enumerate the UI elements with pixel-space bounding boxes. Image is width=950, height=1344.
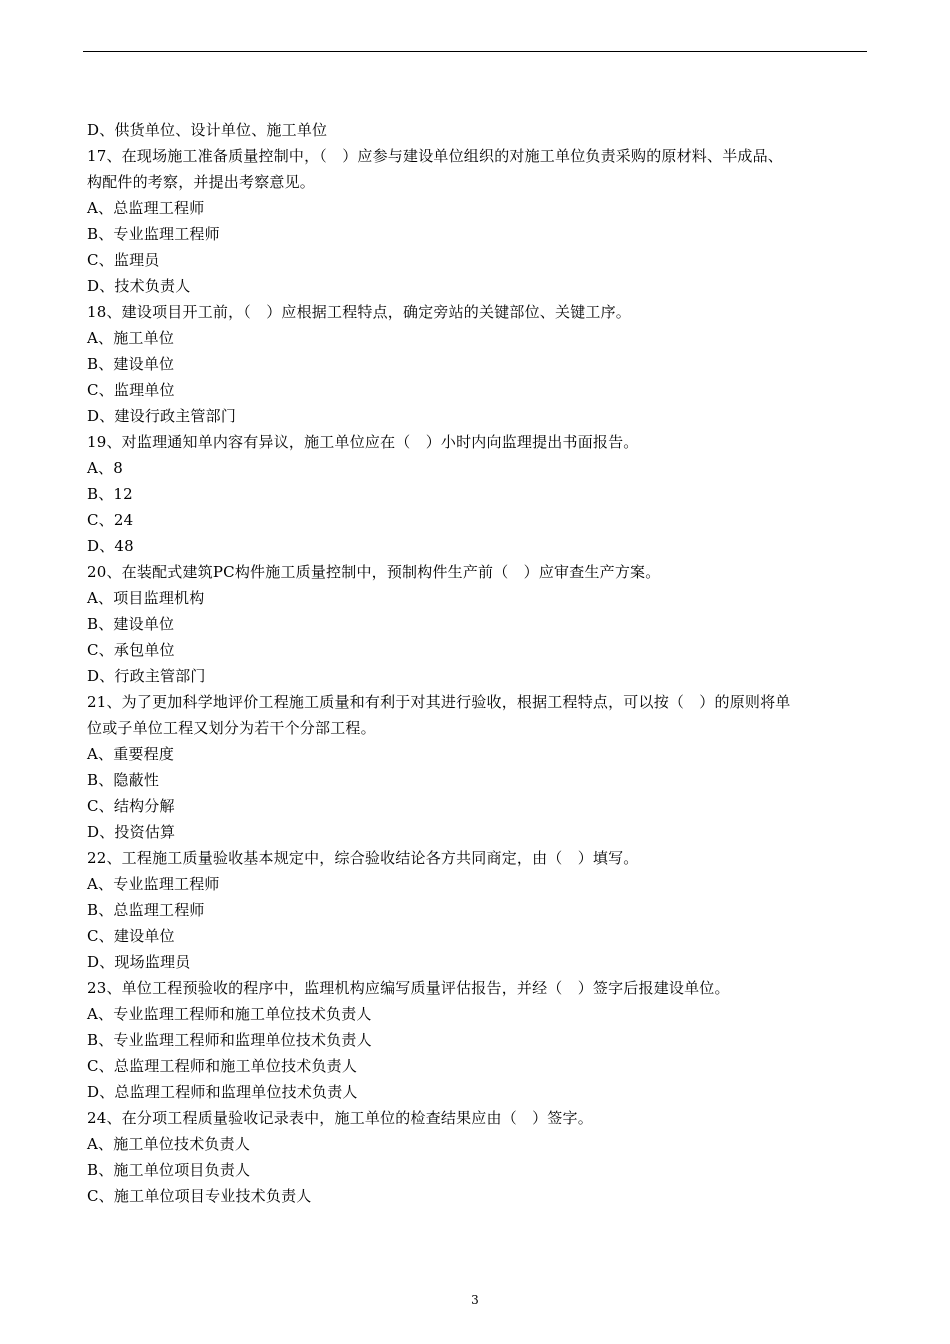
option-line: B、12 xyxy=(87,485,133,503)
option-line: D、48 xyxy=(87,537,134,555)
option-line: B、建设单位 xyxy=(87,615,175,633)
page-number: 3 xyxy=(471,1293,479,1307)
option-line: C、24 xyxy=(87,511,134,529)
option-line: C、总监理工程师和施工单位技术负责人 xyxy=(87,1057,358,1075)
option-line: B、总监理工程师 xyxy=(87,901,205,919)
option-line: C、监理单位 xyxy=(87,381,175,399)
option-line: B、专业监理工程师 xyxy=(87,225,220,243)
option-line: A、施工单位技术负责人 xyxy=(87,1135,251,1153)
option-line: A、重要程度 xyxy=(87,745,175,763)
option-line: C、施工单位项目专业技术负责人 xyxy=(87,1187,312,1205)
option-line: D、现场监理员 xyxy=(87,953,191,971)
question-line: 21、为了更加科学地评价工程施工质量和有利于对其进行验收，根据工程特点，可以按（ ）的原则将单 xyxy=(87,693,791,711)
option-line: C、建设单位 xyxy=(87,927,175,945)
question-line: 17、在现场施工准备质量控制中，（ ）应参与建设单位组织的对施工单位负责采购的原材料、半成品、 xyxy=(87,147,783,165)
option-line: B、施工单位项目负责人 xyxy=(87,1161,251,1179)
option-line: D、总监理工程师和监理单位技术负责人 xyxy=(87,1083,358,1101)
option-line: D、技术负责人 xyxy=(87,277,191,295)
question-line: 18、建设项目开工前，（ ）应根据工程特点，确定旁站的关键部位、关键工序。 xyxy=(87,303,631,321)
option-line: D、建设行政主管部门 xyxy=(87,407,237,425)
question-line: 位或子单位工程又划分为若干个分部工程。 xyxy=(87,719,376,737)
option-line: B、建设单位 xyxy=(87,355,175,373)
question-line: 20、在装配式建筑PC构件施工质量控制中，预制构件生产前（ ）应审查生产方案。 xyxy=(87,563,661,581)
option-line: D、投资估算 xyxy=(87,823,176,841)
document-body xyxy=(87,117,862,1209)
text-line: D、供货单位、设计单位、施工单位 xyxy=(87,121,328,139)
question-line: 24、在分项工程质量验收记录表中，施工单位的检查结果应由（ ）签字。 xyxy=(87,1109,593,1127)
option-line: C、监理员 xyxy=(87,251,160,269)
question-line: 23、单位工程预验收的程序中，监理机构应编写质量评估报告，并经（ ）签字后报建设单位。 xyxy=(87,979,730,997)
option-line: D、行政主管部门 xyxy=(87,667,206,685)
question-line: 22、工程施工质量验收基本规定中，综合验收结论各方共同商定，由（ ）填写。 xyxy=(87,849,639,867)
question-line: 构配件的考察，并提出考察意见。 xyxy=(87,173,316,191)
option-line: A、项目监理机构 xyxy=(87,589,205,607)
option-line: C、结构分解 xyxy=(87,797,175,815)
question-line: 19、对监理通知单内容有异议，施工单位应在（ ）小时内向监理提出书面报告。 xyxy=(87,433,639,451)
header-rule xyxy=(83,51,867,52)
option-line: A、8 xyxy=(87,459,123,477)
option-line: B、专业监理工程师和监理单位技术负责人 xyxy=(87,1031,372,1049)
option-line: C、承包单位 xyxy=(87,641,175,659)
option-line: B、隐蔽性 xyxy=(87,771,160,789)
option-line: A、总监理工程师 xyxy=(87,199,205,217)
option-line: A、专业监理工程师和施工单位技术负责人 xyxy=(87,1005,372,1023)
option-line: A、专业监理工程师 xyxy=(87,875,220,893)
option-line: A、施工单位 xyxy=(87,329,175,347)
